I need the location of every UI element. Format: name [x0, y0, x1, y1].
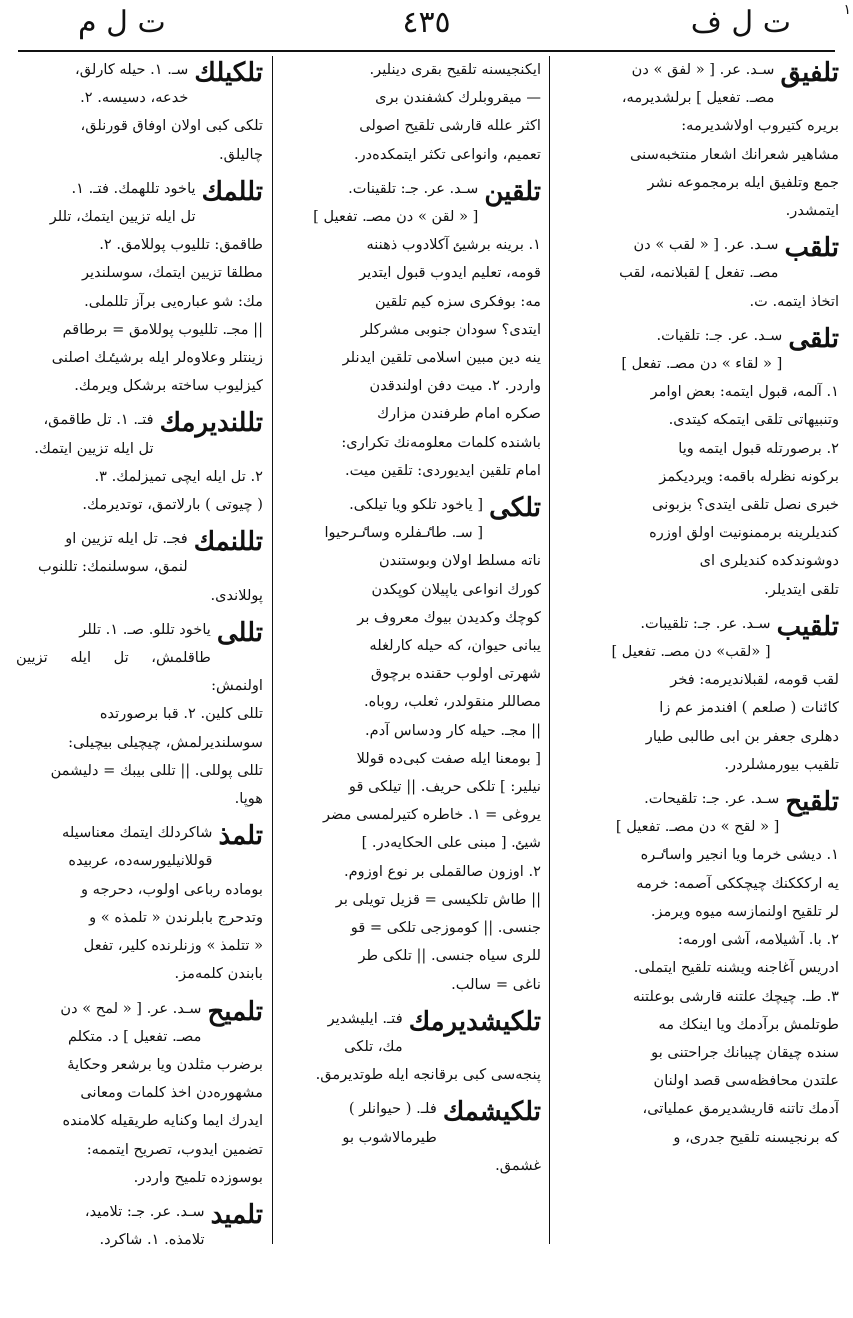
- entry-text-line: سـد. عر. [ « لفق » دن: [631, 61, 775, 78]
- entry-headword: تلكیشمك: [442, 1097, 541, 1128]
- entry-text-line: قومه، تعلیم ایدوب قبول ایتدیر: [359, 264, 541, 282]
- entry-text-line: طاقمق: تللیوب پوللامق. ٢.: [99, 236, 263, 254]
- dictionary-entry: [553, 322, 839, 604]
- entry-text-line: مصـ. تفعل ] لقبلانمه، لقب: [619, 264, 779, 282]
- entry-text-line: لقب قومه، لقبلاندیرمه: فخر: [670, 671, 839, 689]
- entry-text-line: فجـ. تل ایله تزیین او: [65, 530, 188, 548]
- entry-text-line: بابندن كلمه‌مز.: [174, 965, 263, 983]
- entry-text-line: بركونه نظرله باقمه: ویردیكمز: [659, 467, 839, 485]
- entry-text-line: سـد. عر. جـ: تلقیحات.: [644, 790, 780, 808]
- entry-text-line: ایتدی؟ سودان جنوبی مشركلر: [360, 320, 541, 338]
- entry-text-line: كائنات ( صلعم ) افندمز عم زا: [659, 699, 839, 717]
- dictionary-entry: [275, 175, 541, 485]
- entry-text-line: خبری نصل تلقی ایتدی؟ بزبونی: [652, 496, 839, 514]
- entry-text-line: صكره امام طرفندن مزارك: [377, 405, 541, 423]
- entry-text-line: ٢. اوزون صالقملی بر نوع اوزوم.: [344, 862, 541, 880]
- dictionary-entry: [16, 819, 263, 988]
- entry-text-line: جمع وتلفیق ایله برمجموعه نشر: [647, 173, 839, 191]
- entry-text-line: ینه دین مبین اسلامی تلقین ایدنلر: [342, 349, 541, 367]
- entry-text-line: [ « لقاء » دن مصـ. تفعل ]: [621, 355, 783, 373]
- entry-text-line: مشاهیر شعرانك اشعار منتخبه‌سنی: [630, 145, 839, 163]
- entry-text-line: طاقلمش، تل ایله تزیین اولنمش:: [16, 649, 263, 695]
- entry-headword: تلكی: [489, 493, 541, 524]
- entry-text-line: یاخود تللهمك. فتـ. ١.: [71, 179, 196, 197]
- entry-text-line: دوشوندكده كندیلری ای: [699, 552, 839, 570]
- entry-text-line: هوپا.: [234, 790, 263, 808]
- entry-text-line: ناته مسلط اولان وبوستندن: [378, 552, 541, 570]
- entry-text-line: ایكنجیسنه تلقیح بقری دینلیر.: [369, 61, 541, 78]
- entry-text-line: — میقروبلرك كشفندن بری: [375, 89, 541, 107]
- dictionary-entry: [16, 616, 263, 813]
- entry-text-line: مصاللر منقولدر، ثعلب، روباه.: [363, 693, 541, 711]
- entry-text-line: آدمك تاتنه قاریشدیرمق عملیاتی،: [642, 1100, 839, 1118]
- entry-text-line: كه برنجیسنه تلقیح جدری، و: [673, 1128, 839, 1146]
- corner-mark: ١: [843, 2, 851, 18]
- entry-text-line: كورك انواعی یاپیلان كوپكدن: [371, 580, 541, 598]
- entry-text-line: پوللاندی.: [210, 586, 263, 604]
- column-middle: [275, 56, 541, 1248]
- entry-headword: تللمك: [201, 176, 263, 207]
- dictionary-entry: [16, 1198, 263, 1248]
- entry-text-line: مشهوره‌دن اخذ كلمات ومعانی: [80, 1084, 263, 1102]
- entry-text-line: [ « لقح » دن مصـ. تفعیل ]: [615, 818, 780, 836]
- dictionary-entry: [16, 56, 263, 169]
- entry-text-line: خدعه، دسیسه. ٢.: [80, 89, 189, 107]
- dictionary-entry: [16, 995, 263, 1192]
- entry-headword: تلقب: [784, 233, 839, 264]
- dictionary-entry: [275, 1005, 541, 1090]
- entry-text-line: تضمین ایدوب، تصریح ایتممه:: [86, 1140, 263, 1158]
- dictionary-entry: [16, 175, 263, 401]
- entry-text-line: كندیلرینه برممنونیت اولق اوزره: [649, 524, 839, 542]
- entry-text-line: ٢. با. آشیلامه، آشی اورمه:: [677, 931, 839, 949]
- entry-headword: تلقی: [788, 323, 839, 354]
- entry-text-line: ناغی = سالب.: [451, 975, 541, 993]
- dictionary-entry: [16, 525, 263, 610]
- entry-text-line: وتدحرج بابلرندن « تلمذه » و: [89, 908, 263, 926]
- column-right: [553, 56, 839, 1248]
- entry-text-line: تلقیب بیورمشلردر.: [724, 755, 839, 773]
- entry-text-line: یبانی حیوان، كه حیله كارلغله: [369, 637, 541, 655]
- entry-text-line: كیزلیوب ساخته برشكل ویرمك.: [74, 377, 263, 395]
- dictionary-entry: [553, 610, 839, 779]
- entry-text-line: ٢. برصورتله قبول ایتمه ویا: [678, 439, 839, 457]
- entry-text-line: ادریس آغاجنه ویشنه تلقیح ایتملی.: [633, 959, 839, 977]
- page-number: ٤٣٥: [402, 5, 451, 40]
- entry-text-line: شیٸ. [ مبنی علی الحكایه‌در. ]: [361, 834, 541, 852]
- entry-headword: تللی: [216, 617, 263, 648]
- entry-text-line: || مجـ. حیله كار ودساس آدم.: [365, 721, 541, 739]
- entry-text-line: جنسی. || كوموزجی تلكی = قو: [350, 919, 541, 937]
- entry-headword: تلمید: [210, 1199, 263, 1230]
- dictionary-entry: [275, 56, 541, 169]
- entry-text-line: سوسلندیرلمش، چیچیلی بیچیلی:: [68, 733, 263, 751]
- entry-text-line: [ یاخود تلكو ویا تیلكی.: [349, 496, 484, 514]
- dictionary-entry: [553, 56, 839, 225]
- entry-text-line: [ سـ. طاٸفلره وساٸرحیوا: [324, 524, 484, 542]
- entry-text-line: برضرب مثلدن ویا برشعر وحكایۀ: [67, 1055, 263, 1073]
- entry-text-line: تل ایله تزیین ایتمك.: [34, 439, 154, 457]
- entry-text-line: تلقی ایتدیلر.: [764, 580, 839, 598]
- entry-text-line: قوللانیلیورسه‌ده، عربیده: [68, 852, 213, 870]
- entry-text-line: سـد. عر. جـ: تلقیات.: [656, 326, 783, 344]
- entry-text-line: علتدن محافظه‌سی قصد اولنان: [653, 1072, 839, 1090]
- header-rule: [18, 50, 835, 52]
- entry-text-line: اكثر علله قارشی تلقیح اصولی: [359, 117, 541, 135]
- entry-text-line: واردر. ٢. میت دفن اولندقدن: [369, 377, 541, 395]
- entry-text-line: مك، تلكی: [344, 1037, 403, 1055]
- entry-text-line: سـد. عر. جـ: تلقیبات.: [640, 614, 771, 632]
- entry-text-line: فتـ. ایلیشدیر: [327, 1009, 403, 1027]
- entry-headword: تلكیشدیرمك: [408, 1006, 541, 1037]
- entry-text-line: سـد. عر. [ « لقب » دن: [633, 236, 779, 254]
- dictionary-entry: [553, 785, 839, 1152]
- entry-text-line: كوچك وكدیدن بیوك معروف بر: [357, 608, 541, 626]
- entry-text-line: طیرمالاشوب بو: [342, 1128, 437, 1146]
- entry-text-line: [ «لقب» دن مصـ. تفعیل ]: [611, 643, 771, 661]
- entry-text-line: ( چیوتی ) بارلاتمق، توتدیرمك.: [82, 496, 263, 514]
- entry-text-line: [ « لقن » دن مصـ. تفعیل ]: [313, 208, 479, 226]
- entry-text-line: مك: شو عباره‌یی برآز تللملی.: [84, 292, 263, 310]
- entry-text-line: بوسوزده تلمیح واردر.: [133, 1168, 263, 1186]
- entry-headword: تلفیق: [780, 58, 839, 88]
- column-left: [16, 56, 263, 1248]
- entry-text-line: مه: بوفكری سزه كیم تلقین: [374, 292, 541, 310]
- dictionary-entry: [553, 231, 839, 316]
- entry-text-line: چالیلق.: [219, 145, 263, 163]
- entry-text-line: سـ. ١. حیله كارلق،: [75, 61, 189, 78]
- dictionary-entry: [16, 406, 263, 519]
- entry-headword: تللنمك: [193, 527, 263, 558]
- entry-text-line: سـد. عر. [ « لمح » دن: [60, 999, 202, 1017]
- header-left-letters: ت ل م: [78, 5, 166, 40]
- entry-headword: تلقین: [484, 176, 541, 207]
- entry-text-line: [ بومعنا ایله صفت كبی‌ده قوللا: [356, 749, 541, 767]
- entry-text-line: ١. دیشی خرما ویا انجیر واساٸره: [640, 846, 839, 864]
- entry-text-line: ١. آلمه، قبول ایتمه: بعض اوامر: [650, 383, 839, 401]
- entry-headword: تلمیح: [207, 996, 263, 1027]
- entry-text-line: باشنده كلمات معلومه‌نك تكراری:: [341, 433, 541, 451]
- entry-text-line: مطلقا تزیین ایتمك، سوسلندیر: [81, 264, 263, 282]
- entry-headword: تلكیلك: [194, 58, 263, 88]
- entry-headword: تللندیرمك: [159, 408, 263, 439]
- entry-text-line: تللی كلین. ٢. قبا برصورتده: [99, 705, 263, 723]
- dictionary-entry: [275, 491, 541, 999]
- entry-text-line: زینتلر وعلاوه‌لر ایله برشیٸك اصلنی: [51, 349, 263, 367]
- entry-text-line: اتخاذ ایتمه. ت.: [749, 292, 839, 310]
- entry-text-line: پنجه‌سی كبی برقانجه ایله طوتدیرمق.: [315, 1066, 541, 1084]
- entry-text-line: تللی پوللی. || تللی بیبك = دلیشمن: [50, 761, 263, 779]
- entry-text-line: ١. برینه برشیٸ آكلادوب ذهننه: [366, 236, 541, 254]
- entry-text-line: ٢. تل ایله ایچی تمیزلمك. ٣.: [94, 467, 263, 485]
- entry-text-line: یه اركككنك چیچككی آصمه: خرمه: [636, 874, 839, 892]
- entry-text-line: تلكی كبی اولان اوفاق قورنلق،: [80, 117, 263, 135]
- entry-text-line: شهرتی اولوب حقنده برچوق: [370, 665, 541, 683]
- entry-text-line: بریره كتیروب اولاشدیرمه:: [681, 117, 839, 135]
- entry-text-line: ایتمشدر.: [785, 202, 839, 220]
- entry-headword: تلمذ: [218, 821, 263, 852]
- entry-text-line: سـد. عر. جـ: تلامید،: [84, 1202, 205, 1220]
- entry-headword: تلقیب: [776, 611, 839, 642]
- entry-text-line: نیلیر: ] تلكی حریف. || تیلكی قو: [348, 778, 541, 796]
- entry-text-line: « تتلمذ » وزنلرنده كلیر، تفعل: [83, 937, 263, 955]
- entry-text-line: مصـ. تفعیل ] د. متكلم: [67, 1027, 202, 1045]
- entry-text-line: لنمق، سوسلنمك: تللنوب: [38, 558, 188, 576]
- entry-text-line: وتنبیهاتی تلقی ایتمكه كیتدی.: [668, 411, 839, 429]
- entry-text-line: غشمق.: [495, 1156, 541, 1174]
- entry-text-line: یاخود تللو. صـ. ١. تللر: [79, 620, 211, 638]
- entry-text-line: بوماده رباعی اولوب، دحرجه و: [81, 880, 263, 898]
- dictionary-entry: [275, 1095, 541, 1180]
- column-divider-left: [272, 56, 273, 1244]
- entry-text-line: طوتلمش برآدمك ویا اینكك مه‌: [658, 1015, 839, 1033]
- entry-text-line: دهلری جعفر بن ابی طالبی طیار: [645, 727, 839, 745]
- entry-text-line: مصـ. تفعیل ] برلشدیرمه،: [621, 89, 775, 107]
- header-right-letters: ت ل ف: [690, 5, 791, 40]
- column-divider-right: [549, 56, 550, 1244]
- entry-text-line: لر تلقیح اولنمازسه میوه ویرمز.: [650, 902, 839, 920]
- entry-text-line: || مجـ. تللیوب پوللامق = برطاقم: [62, 320, 263, 338]
- entry-text-line: سـد. عر. جـ: تلقینات.: [348, 179, 479, 197]
- entry-text-line: سنده چیقان چیبانك جراحتنی بو: [651, 1043, 839, 1061]
- entry-text-line: للری سیاه جنسی. || تلكی طر: [358, 947, 541, 965]
- entry-text-line: ٣. طـ. چیچك علتنه قارشی بوعلتنه: [632, 987, 839, 1005]
- entry-text-line: فلـ. ( حیوانلر ): [348, 1100, 437, 1118]
- entry-text-line: || طاش تلكیسی = قزیل تویلی بر: [335, 890, 541, 908]
- entry-text-line: تعمیم، وانواعی تكثر ایتمكده‌در.: [354, 145, 541, 163]
- entry-text-line: شاكردلك ایتمك معناسیله: [62, 824, 213, 842]
- entry-text-line: تلامذه. ١. شاكرد.: [99, 1231, 205, 1248]
- entry-text-line: تل ایله تزیین ایتمك، تللر: [49, 208, 196, 226]
- entry-headword: تلقیح: [785, 787, 839, 818]
- entry-text-line: ایدرك ایما وكنایه طریقیله كلامنده: [62, 1112, 263, 1130]
- entry-text-line: یروغی = ١. خاطره كتیرلمسی مضر: [322, 806, 541, 824]
- entry-text-line: فتـ. ١. تل طاقمق،: [43, 411, 154, 429]
- entry-text-line: امام تلقین ایدیوردی: تلقین میت.: [345, 461, 541, 479]
